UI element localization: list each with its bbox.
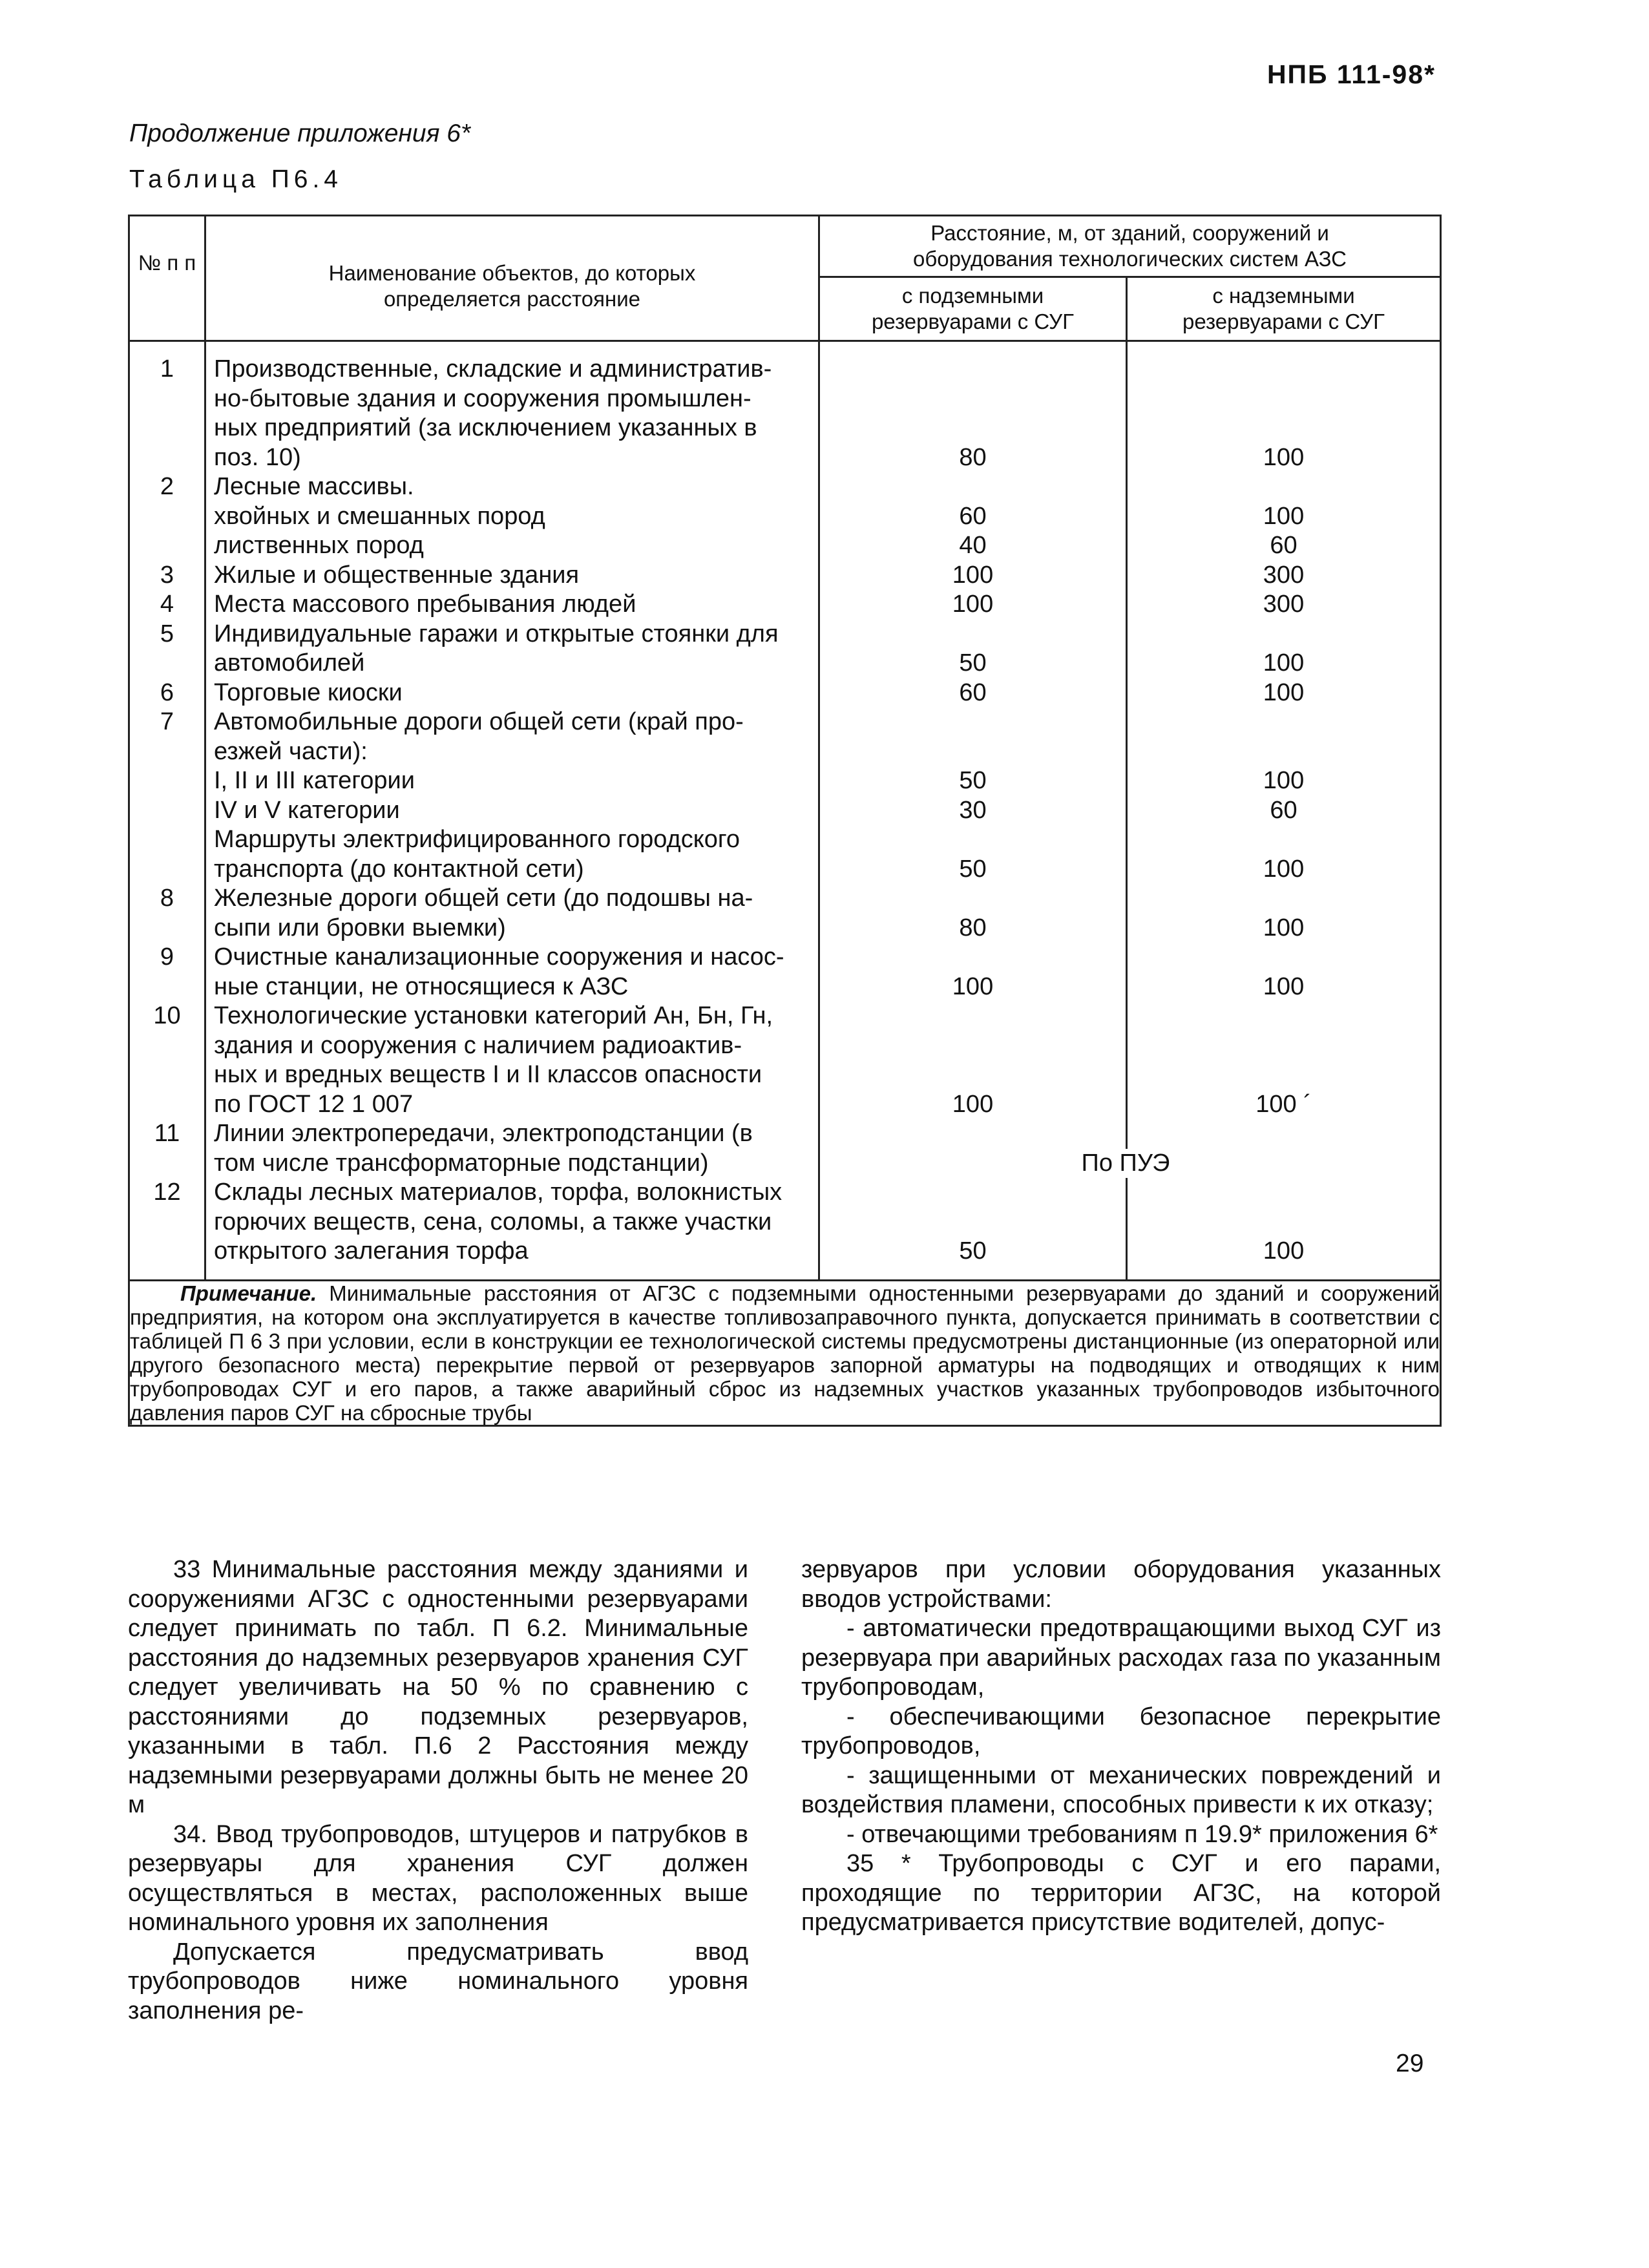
col-name-header: Наименование объектов, до которых определяется расстояние <box>205 216 819 341</box>
object-name-line: Склады лесных материалов, торфа, волокнистых <box>214 1179 782 1206</box>
object-name-line: Жилые и общественные здания <box>214 561 580 589</box>
overground-value: 300 <box>1263 591 1305 618</box>
object-name-line: Маршруты электрифицированного городского <box>214 826 740 853</box>
object-name-line: IV и V категории <box>214 796 400 824</box>
overground-value <box>1128 620 1440 649</box>
paragraph: 33 Минимальные расстояния между зданиями и сооружениями АГЗС с одностенными резервуарами следует принимать по табл. П 6.2. Минимальные расстояния до надземных резервуаров хранения СУГ следует увеличивать на 50 % по сравнению с расстояниями до подземных резервуаров, указанными в табл. П.6 2 Расстояния между надземными резервуарами должны быть не менее 20 м <box>128 1556 748 1818</box>
underground-value <box>820 384 1126 414</box>
object-name-line: Места массового пребывания людей <box>214 591 636 618</box>
object-name-line: Лесные массивы. <box>214 473 414 500</box>
row-number: 12 <box>153 1179 181 1206</box>
underground-value <box>820 943 1126 972</box>
underground-value <box>820 1031 1126 1061</box>
object-name-line: сыпи или бровки выемки) <box>214 914 506 941</box>
object-name-line: том числе трансформаторные подстанции) <box>214 1149 709 1177</box>
underground-value <box>820 1208 1126 1237</box>
overground-value <box>1128 414 1440 443</box>
underground-value: 100 <box>952 561 994 589</box>
row-number <box>130 414 204 443</box>
row-number <box>130 1208 204 1237</box>
row-number: 10 <box>153 1002 181 1029</box>
document-code: НПБ 111-98* <box>1266 59 1436 89</box>
underground-value <box>820 825 1126 855</box>
object-names <box>205 341 819 1281</box>
overground-value <box>1128 884 1440 914</box>
underground-value <box>820 1002 1126 1031</box>
overground-value <box>1128 1208 1440 1237</box>
underground-value: 100 <box>952 972 994 1000</box>
row-number <box>130 1149 204 1179</box>
paragraph: зервуаров при условии оборудования указанных вводов устройствами: <box>801 1556 1441 1613</box>
overground-value <box>1128 737 1440 767</box>
paragraph: - обеспечивающими безопасное перекрытие трубопроводов, <box>801 1703 1441 1759</box>
overground-value: 60 <box>1270 796 1297 824</box>
object-name-line: ных и вредных веществ I и II классов опасности <box>214 1061 762 1088</box>
object-name-line: Линии электропередачи, электроподстанции (в <box>214 1120 753 1147</box>
overground-value <box>1128 825 1440 855</box>
overground-value: 100 <box>1263 1237 1305 1265</box>
underground-value <box>820 737 1126 767</box>
overground-value <box>1128 1060 1440 1090</box>
underground-value: 50 <box>959 767 987 794</box>
underground-value <box>820 414 1126 443</box>
underground-value: 80 <box>959 914 987 941</box>
row-number <box>130 766 204 796</box>
object-name-line: I, II и III категории <box>214 767 415 794</box>
underground-value <box>820 1119 1126 1149</box>
continuation-label: Продолжение приложения 6* <box>129 120 471 147</box>
row-number <box>130 531 204 561</box>
underground-value: 100 <box>952 591 994 618</box>
object-name-line: лиственных пород <box>214 532 424 559</box>
row-number: 8 <box>160 885 174 912</box>
row-number: 1 <box>160 355 174 383</box>
paragraph: - автоматически предотвращающими выход СУГ из резервуара при аварийных расходах газа по указанным трубопроводам, <box>801 1615 1441 1701</box>
col-distance-header: Расстояние, м, от зданий, сооружений и оборудования технологических систем АЗС <box>819 216 1441 277</box>
underground-value <box>820 472 1126 502</box>
overground-value: 100 <box>1263 767 1305 794</box>
paragraph: Допускается предусматривать ввод трубопроводов ниже номинального уровня заполнения ре- <box>128 1938 748 2024</box>
overground-value: 100 <box>1263 855 1305 883</box>
object-name-line: автомобилей <box>214 649 365 677</box>
col-overground-header: с надземными резервуарами с СУГ <box>1127 277 1441 341</box>
object-name-line: Очистные канализационные сооружения и насос- <box>214 943 784 971</box>
object-name-line: транспорта (до контактной сети) <box>214 855 584 883</box>
row-number <box>130 649 204 678</box>
row-number: 4 <box>160 591 174 618</box>
object-name-line: Технологические установки категорий Ан, Бн, Гн, <box>214 1002 773 1029</box>
underground-value <box>820 884 1126 914</box>
object-name-line: открытого залегания торфа <box>214 1237 529 1265</box>
paragraph: - отвечающими требованиям п 19.9* приложения 6* <box>846 1820 1438 1848</box>
overground-value <box>1128 1119 1440 1149</box>
row-number: 3 <box>160 561 174 589</box>
overground-value <box>1128 1178 1440 1208</box>
underground-value: 30 <box>959 796 987 824</box>
table-caption: Таблица П6.4 <box>129 165 342 193</box>
row-number: 11 <box>154 1120 180 1147</box>
row-number: 6 <box>160 678 174 706</box>
object-name-line: Автомобильные дороги общей сети (край про- <box>214 708 744 735</box>
table-header-row <box>129 216 1441 277</box>
object-name-line: поз. 10) <box>214 443 301 471</box>
object-name-line: Производственные, складские и административ- <box>214 355 772 383</box>
overground-value <box>1128 708 1440 737</box>
underground-value: 50 <box>959 855 987 883</box>
underground-value <box>820 355 1126 384</box>
object-name-line: по ГОСТ 12 1 007 <box>214 1090 414 1118</box>
underground-value: 60 <box>959 678 987 706</box>
table-note <box>129 1280 1441 1425</box>
row-number <box>130 855 204 885</box>
paragraph: 35 * Трубопроводы с СУГ и его парами, проходящие по территории АГЗС, на которой предусматривается присутствие водителей, допус- <box>801 1850 1441 1936</box>
overground-value: 100 <box>1263 443 1305 471</box>
underground-value <box>820 1060 1126 1090</box>
row-number: 5 <box>160 620 174 647</box>
row-number <box>130 502 204 532</box>
row-number <box>130 972 204 1002</box>
row-number <box>130 914 204 943</box>
underground-value: 80 <box>959 443 987 471</box>
overground-value <box>1128 1031 1440 1061</box>
row-number <box>130 384 204 414</box>
row-number <box>130 443 204 473</box>
overground-value <box>1128 472 1440 502</box>
paragraph: - защищенными от механических повреждений и воздействия пламени, способных привести к их отказу; <box>801 1761 1441 1818</box>
overground-value: 100 <box>1263 649 1305 677</box>
page-number: 29 <box>1396 2050 1424 2077</box>
row-number: 7 <box>160 708 174 735</box>
merged-value: По ПУЭ <box>1077 1149 1175 1179</box>
row-number <box>130 1090 204 1120</box>
underground-value <box>820 708 1126 737</box>
row-number: 9 <box>160 943 174 971</box>
row-number <box>130 825 204 855</box>
underground-value: 40 <box>959 532 987 559</box>
overground-value <box>1128 384 1440 414</box>
overground-value: 60 <box>1270 532 1297 559</box>
overground-value <box>1128 1002 1440 1031</box>
object-name-line: горючих веществ, сена, соломы, а также участки <box>214 1208 772 1235</box>
object-name-line: ных предприятий (за исключением указанных в <box>214 414 757 441</box>
table-body <box>129 341 1441 1281</box>
underground-value: 100 <box>952 1090 994 1118</box>
row-number <box>130 1060 204 1090</box>
object-name-line: здания и сооружения с наличием радиоактив- <box>214 1031 742 1059</box>
overground-value <box>1128 943 1440 972</box>
underground-value: 50 <box>959 649 987 677</box>
row-number <box>130 1031 204 1061</box>
overground-value: 300 <box>1263 561 1305 589</box>
object-name-line: но-бытовые здания и сооружения промышлен- <box>214 384 751 412</box>
row-numbers <box>129 341 205 1281</box>
distance-table <box>128 215 1442 1427</box>
object-name-line: ные станции, не относящиеся к АЗС <box>214 972 629 1000</box>
body-left-column <box>128 1555 748 2026</box>
row-number <box>130 737 204 767</box>
paragraph: 34. Ввод трубопроводов, штуцеров и патрубков в резервуары для хранения СУГ должен осуществляться в местах, расположенных выше номинального уровня их заполнения <box>128 1820 748 1936</box>
merged-value-line <box>820 1149 1170 1179</box>
object-name-line: Железные дороги общей сети (до подошвы на- <box>214 885 753 912</box>
underground-value <box>820 1178 1126 1208</box>
underground-values <box>819 341 1170 1281</box>
overground-value: 100 <box>1263 972 1305 1000</box>
object-name-line: Индивидуальные гаражи и открытые стоянки для <box>214 620 779 647</box>
underground-value <box>820 620 1126 649</box>
table-note-row <box>129 1280 1441 1425</box>
overground-value <box>1128 355 1440 384</box>
overground-value: 100 <box>1263 502 1305 530</box>
col-num-header: № п п <box>129 216 205 341</box>
overground-value: 100 <box>1263 914 1305 941</box>
object-name-line: хвойных и смешанных пород <box>214 502 545 530</box>
overground-values <box>1127 341 1441 1281</box>
object-name-line: Торговые киоски <box>214 678 403 706</box>
underground-value: 50 <box>959 1237 987 1265</box>
object-name-line: езжей части): <box>214 737 368 765</box>
underground-value: 60 <box>959 502 987 530</box>
note-text: Минимальные расстояния от АГЗС с подземными одностенными резервуарами до зданий и сооружений предприятия, на котором она эксплуатируется в качестве топливозаправочного пункта, допускается принимать в соответствии с таблицей П 6 3 при условии, если в конструкции ее технологической системы предусмотрены дистанционные (из операторной или другого безопасного места) перекрытие первой от резервуаров запорной арматуры на подводящих и отводящих к ним трубопроводах СУГ и его паров, а также аварийный сброс из надземных участков указанных трубопроводов избыточного давления паров СУГ на сбросные трубы <box>130 1281 1440 1425</box>
col-underground-header: с подземными резервуарами с СУГ <box>819 277 1127 341</box>
body-right-column <box>801 1555 1441 1938</box>
overground-value: 100 ´ <box>1255 1090 1312 1118</box>
note-title: Примечание. <box>180 1281 317 1305</box>
row-number <box>130 796 204 826</box>
overground-value: 100 <box>1263 678 1305 706</box>
row-number: 2 <box>160 473 174 500</box>
row-number <box>130 1237 204 1266</box>
